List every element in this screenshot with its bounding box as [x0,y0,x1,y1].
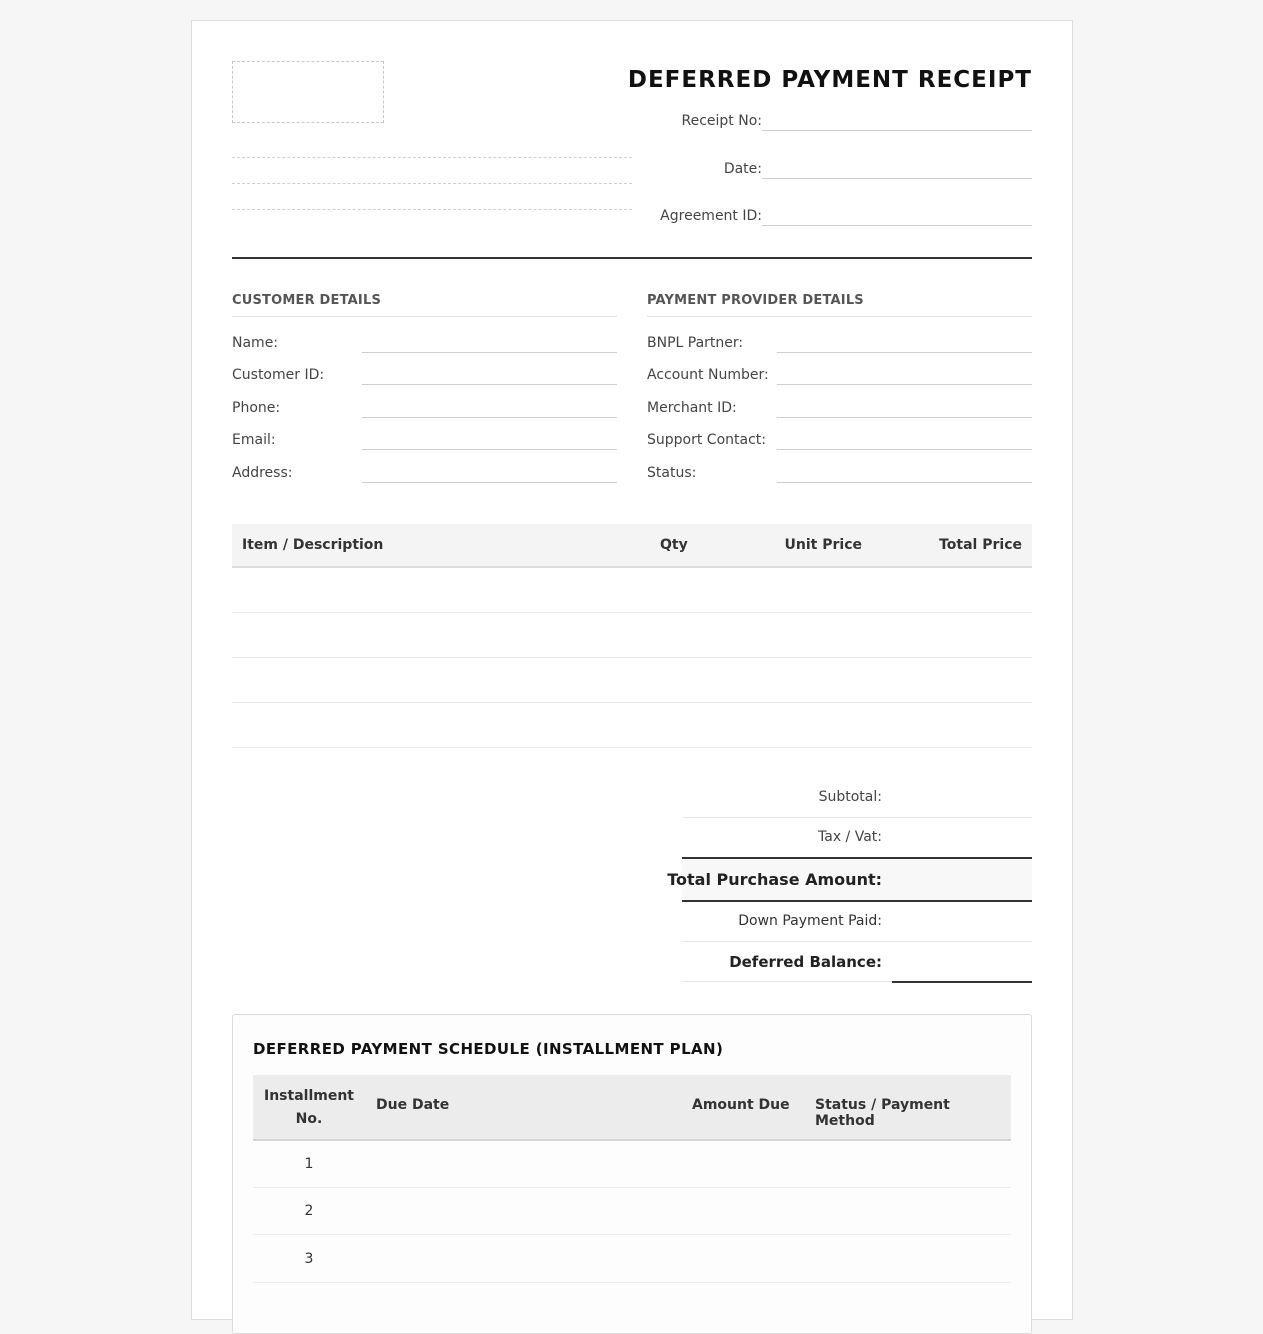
table-row[interactable] [232,658,1032,703]
customer-name-label: Name: [232,335,279,351]
totals-divider [682,981,892,982]
table-row[interactable] [253,1236,1011,1283]
installment-schedule [232,1014,1032,1334]
date-field[interactable] [762,178,1032,179]
customer-phone-label: Phone: [232,400,281,416]
totals-divider [682,817,1032,818]
col-item-description: Item / Description [242,537,384,553]
customer-phone-field[interactable] [362,417,617,418]
receipt-no-row [632,107,1032,131]
receipt-no-label: Receipt No: [681,113,762,129]
merchant-id-field[interactable] [777,417,1032,418]
col-amount-due: Amount Due [692,1097,790,1113]
customer-name-field[interactable] [362,352,617,353]
status-field[interactable] [777,482,1032,483]
tax-label: Tax / Vat: [818,829,882,845]
company-address-line [232,183,632,184]
down-payment-label: Down Payment Paid: [738,913,882,929]
status-label: Status: [647,465,697,481]
table-row[interactable] [253,1141,1011,1188]
col-unit-price: Unit Price [784,537,862,553]
header-divider [232,257,1032,259]
customer-id-label: Customer ID: [232,367,325,383]
agreement-id-row [632,202,1032,226]
table-row[interactable] [253,1188,1011,1235]
customer-details-heading: CUSTOMER DETAILS [232,293,617,317]
account-number-label: Account Number: [647,367,769,383]
date-label: Date: [723,161,762,177]
bnpl-partner-field[interactable] [777,352,1032,353]
table-row[interactable] [232,703,1032,748]
customer-email-field[interactable] [362,449,617,450]
col-status-payment-method: Status / Payment Method [815,1097,950,1129]
receipt-title: DEFERRED PAYMENT RECEIPT [627,67,1032,93]
support-contact-label: Support Contact: [647,432,766,448]
bnpl-partner-label: BNPL Partner: [647,335,744,351]
total-purchase-label: Total Purchase Amount: [667,870,882,889]
totals-divider [682,941,1032,942]
date-row [632,155,1032,179]
customer-address-label: Address: [232,465,293,481]
items-table-header [232,524,1032,568]
table-row[interactable] [232,568,1032,613]
col-due-date: Due Date [376,1097,450,1113]
deferred-balance-label: Deferred Balance: [729,953,882,971]
subtotal-label: Subtotal: [818,789,882,805]
customer-id-field[interactable] [362,384,617,385]
receipt-page [191,20,1073,1320]
installment-number: 3 [304,1251,314,1267]
installment-number: 1 [304,1156,314,1172]
receipt-no-field[interactable] [762,130,1032,131]
col-total-price: Total Price [939,537,1022,553]
deferred-balance-underline [892,981,1032,983]
agreement-id-label: Agreement ID: [660,208,762,224]
provider-details-heading: PAYMENT PROVIDER DETAILS [647,293,1032,317]
company-address-line [232,157,632,158]
account-number-field[interactable] [777,384,1032,385]
col-installment-no: Installment No. [264,1088,354,1127]
schedule-title: DEFERRED PAYMENT SCHEDULE (INSTALLMENT PLAN) [253,1040,724,1058]
installment-number: 2 [304,1203,314,1219]
customer-address-field[interactable] [362,482,617,483]
schedule-table-header [253,1075,1011,1141]
logo-placeholder [232,61,384,123]
customer-email-label: Email: [232,432,276,448]
table-row[interactable] [232,613,1032,658]
agreement-id-field[interactable] [762,225,1032,226]
col-qty: Qty [660,537,688,553]
merchant-id-label: Merchant ID: [647,400,737,416]
company-address-line [232,209,632,210]
support-contact-field[interactable] [777,449,1032,450]
